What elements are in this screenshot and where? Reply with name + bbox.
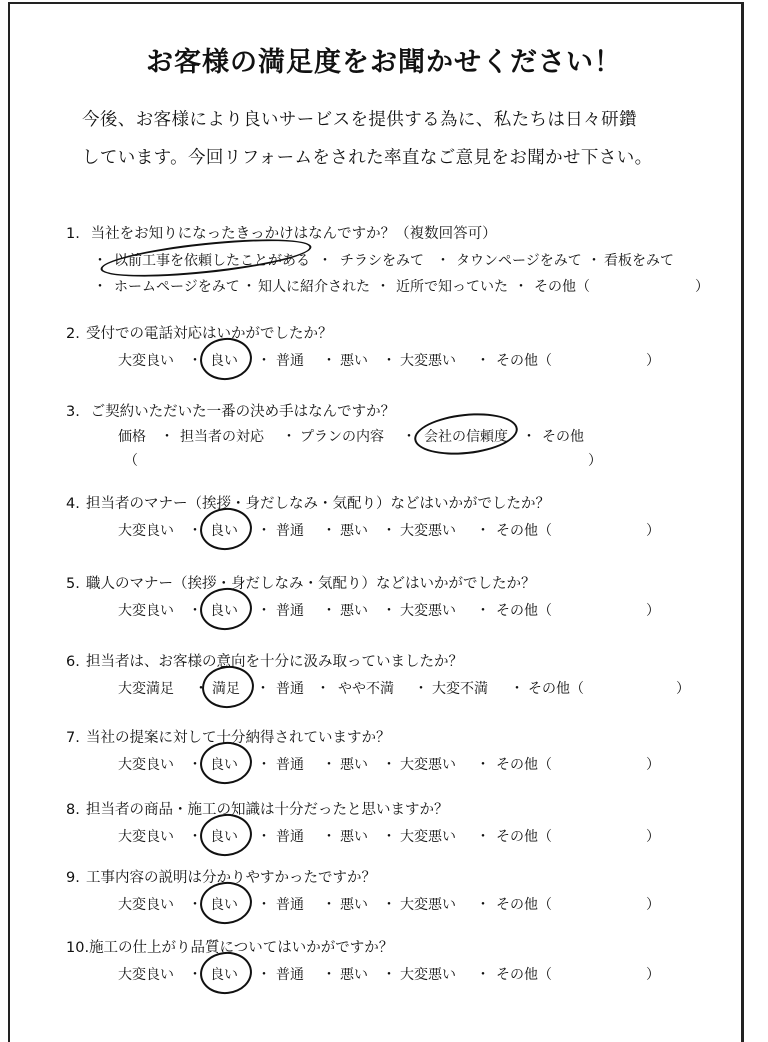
separator: ・ (322, 523, 336, 539)
separator: ・ (476, 757, 490, 773)
separator: ・ (587, 253, 601, 269)
separator: ・ (382, 757, 396, 773)
separator: ・ (322, 967, 336, 983)
separator: ・ (514, 279, 528, 295)
answer-option-other[interactable]: その他（ (496, 353, 552, 369)
question-text: 担当者のマナー（挨拶・身だしなみ・気配り）などはいかがでしたか？ (86, 496, 550, 512)
separator: ・ (322, 757, 336, 773)
answer-option[interactable]: 大変良い (118, 829, 174, 845)
separator: ・ (476, 603, 490, 619)
separator: ・ (242, 279, 256, 295)
answer-option[interactable]: 普通 (276, 603, 304, 619)
answer-option-other[interactable]: その他（ (496, 829, 552, 845)
answer-option[interactable]: 普通 (276, 967, 304, 983)
other-close-paren: ） (588, 453, 602, 469)
separator: ・ (256, 681, 270, 697)
answer-option[interactable]: 大変良い (118, 967, 174, 983)
answer-option[interactable]: 良い (210, 757, 238, 773)
answer-option[interactable]: 大変良い (118, 757, 174, 773)
separator: ・ (402, 429, 416, 445)
answer-option[interactable]: 悪い (340, 353, 368, 369)
answer-option-other[interactable]: その他（ (496, 523, 552, 539)
separator: ・ (476, 967, 490, 983)
answer-option-other[interactable]: その他（ (496, 603, 552, 619)
separator: ・ (436, 253, 450, 269)
answer-option[interactable]: プランの内容 (300, 429, 384, 445)
separator: ・ (382, 897, 396, 913)
separator: ・ (257, 829, 271, 845)
question-3 (66, 400, 395, 421)
answer-option[interactable]: チラシをみて (340, 253, 424, 269)
answer-option[interactable]: 大変良い (118, 353, 174, 369)
answer-option[interactable]: 良い (210, 829, 238, 845)
answer-option[interactable]: 良い (210, 967, 238, 983)
other-open-paren: （ (124, 453, 138, 469)
answer-option[interactable]: 価格 (118, 429, 146, 445)
other-close-paren: ） (646, 603, 660, 619)
answer-option[interactable]: 良い (210, 353, 238, 369)
question-number: 7. (66, 730, 80, 746)
question-text: 職人のマナー（挨拶・身だしなみ・気配り）などはいかがでしたか？ (86, 576, 536, 592)
answer-option[interactable]: 大変悪い (400, 829, 456, 845)
answer-option[interactable]: 普通 (276, 523, 304, 539)
other-close-paren: ） (646, 523, 660, 539)
answer-option-other[interactable]: その他（ (496, 757, 552, 773)
answer-option[interactable]: 大変良い (118, 897, 174, 913)
separator: ・ (257, 353, 271, 369)
answer-option[interactable]: ホームページをみて (114, 279, 240, 295)
question-8 (66, 798, 449, 819)
answer-option[interactable]: 会社の信頼度 (424, 429, 508, 445)
answer-option[interactable]: 悪い (340, 757, 368, 773)
separator: ・ (188, 353, 202, 369)
separator: ・ (318, 253, 332, 269)
question-number: 9. (66, 870, 80, 886)
separator: ・ (282, 429, 296, 445)
answer-option-other[interactable]: その他（ (528, 681, 584, 697)
separator: ・ (382, 603, 396, 619)
separator: ・ (188, 757, 202, 773)
question-number: 3. (66, 404, 80, 420)
question-text: 施工の仕上がり品質についてはいかがですか？ (89, 940, 394, 956)
question-4 (66, 492, 550, 513)
separator: ・ (316, 681, 330, 697)
question-number: 5. (66, 576, 80, 592)
question-text: 当社をお知りになったきっかけはなんですか？（複数回答可） (90, 226, 497, 242)
question-5 (66, 572, 536, 593)
question-number: 1. (66, 226, 80, 242)
intro-line-1: 今後、お客様により良いサービスを提供する為に、私たちは日々研鑽 (82, 110, 637, 130)
answer-option[interactable]: 看板をみて (604, 253, 674, 269)
separator: ・ (257, 603, 271, 619)
separator: ・ (414, 681, 428, 697)
answer-option[interactable]: 悪い (340, 603, 368, 619)
answer-option[interactable]: 悪い (340, 829, 368, 845)
other-close-paren: ） (646, 353, 660, 369)
other-close-paren: ） (646, 897, 660, 913)
answer-option[interactable]: 大変悪い (400, 353, 456, 369)
answer-option[interactable]: 大変悪い (400, 897, 456, 913)
answer-option[interactable]: 大変満足 (118, 681, 174, 697)
separator: ・ (476, 829, 490, 845)
separator: ・ (476, 523, 490, 539)
separator: ・ (188, 967, 202, 983)
other-close-paren: ） (646, 967, 660, 983)
separator: ・ (188, 523, 202, 539)
separator: ・ (382, 353, 396, 369)
separator: ・ (93, 253, 107, 269)
answer-option[interactable]: 大変不満 (432, 681, 488, 697)
answer-option[interactable]: 良い (210, 523, 238, 539)
separator: ・ (194, 681, 208, 697)
answer-option[interactable]: 大変悪い (400, 967, 456, 983)
answer-option[interactable]: 大変良い (118, 523, 174, 539)
answer-option[interactable]: 普通 (276, 353, 304, 369)
answer-option[interactable]: 普通 (276, 757, 304, 773)
answer-option[interactable]: 大変悪い (400, 603, 456, 619)
other-close-paren: ） (695, 279, 709, 295)
answer-option[interactable]: 満足 (212, 681, 240, 697)
separator: ・ (257, 523, 271, 539)
separator: ・ (322, 829, 336, 845)
separator: ・ (160, 429, 174, 445)
separator: ・ (188, 897, 202, 913)
question-number: 8. (66, 802, 80, 818)
separator: ・ (322, 897, 336, 913)
page-title: お客様の満足度をお聞かせください！ (146, 47, 622, 78)
answer-option[interactable]: 普通 (276, 681, 304, 697)
answer-option[interactable]: 近所で知っていた (396, 279, 508, 295)
question-text: 当社の提案に対して十分納得されていますか？ (86, 730, 391, 746)
separator: ・ (522, 429, 536, 445)
question-text: 受付での電話対応はいかがでしたか？ (86, 326, 333, 342)
answer-option[interactable]: やや不満 (338, 681, 394, 697)
other-close-paren: ） (646, 757, 660, 773)
answer-option[interactable]: 大変良い (118, 603, 174, 619)
answer-option[interactable]: 良い (210, 897, 238, 913)
question-6 (66, 650, 463, 671)
separator: ・ (382, 967, 396, 983)
separator: ・ (188, 829, 202, 845)
question-number: 4. (66, 496, 80, 512)
separator: ・ (476, 353, 490, 369)
answer-option-other[interactable]: その他（ (496, 967, 552, 983)
answer-option-other[interactable]: その他（ (534, 279, 590, 295)
answer-option[interactable]: 悪い (340, 897, 368, 913)
separator: ・ (257, 897, 271, 913)
answer-option[interactable]: 知人に紹介された (258, 279, 370, 295)
question-2 (66, 322, 333, 343)
question-text: ご契約いただいた一番の決め手はなんですか？ (90, 404, 396, 420)
question-text: 工事内容の説明は分かりやすかったですか？ (86, 870, 376, 886)
separator: ・ (257, 757, 271, 773)
answer-option-other[interactable]: その他 (542, 429, 584, 445)
question-number: 10. (66, 940, 90, 956)
separator: ・ (382, 523, 396, 539)
answer-option-other[interactable]: その他（ (496, 897, 552, 913)
answer-option[interactable]: 良い (210, 603, 238, 619)
other-close-paren: ） (646, 829, 660, 845)
question-text: 担当者の商品・施工の知識は十分だったと思いますか？ (86, 802, 449, 818)
separator: ・ (322, 603, 336, 619)
answer-option[interactable]: 担当者の対応 (180, 429, 264, 445)
separator: ・ (510, 681, 524, 697)
answer-option[interactable]: 大変悪い (400, 523, 456, 539)
answer-option[interactable]: 普通 (276, 829, 304, 845)
answer-option[interactable]: 以前工事を依頼したことがある (114, 253, 310, 269)
separator: ・ (376, 279, 390, 295)
answer-option[interactable]: タウンページをみて (456, 253, 582, 269)
separator: ・ (93, 279, 107, 295)
separator: ・ (476, 897, 490, 913)
separator: ・ (322, 353, 336, 369)
other-close-paren: ） (676, 681, 690, 697)
separator: ・ (188, 603, 202, 619)
answer-option[interactable]: 悪い (340, 523, 368, 539)
question-number: 2. (66, 326, 80, 342)
intro-line-2: しています。今回リフォームをされた率直なご意見をお聞かせ下さい。 (82, 148, 653, 168)
separator: ・ (382, 829, 396, 845)
answer-option[interactable]: 普通 (276, 897, 304, 913)
separator: ・ (257, 967, 271, 983)
answer-option[interactable]: 大変悪い (400, 757, 456, 773)
answer-option[interactable]: 悪い (340, 967, 368, 983)
question-text: 担当者は、お客様の意向を十分に汲み取っていましたか？ (86, 654, 463, 670)
question-number: 6. (66, 654, 80, 670)
